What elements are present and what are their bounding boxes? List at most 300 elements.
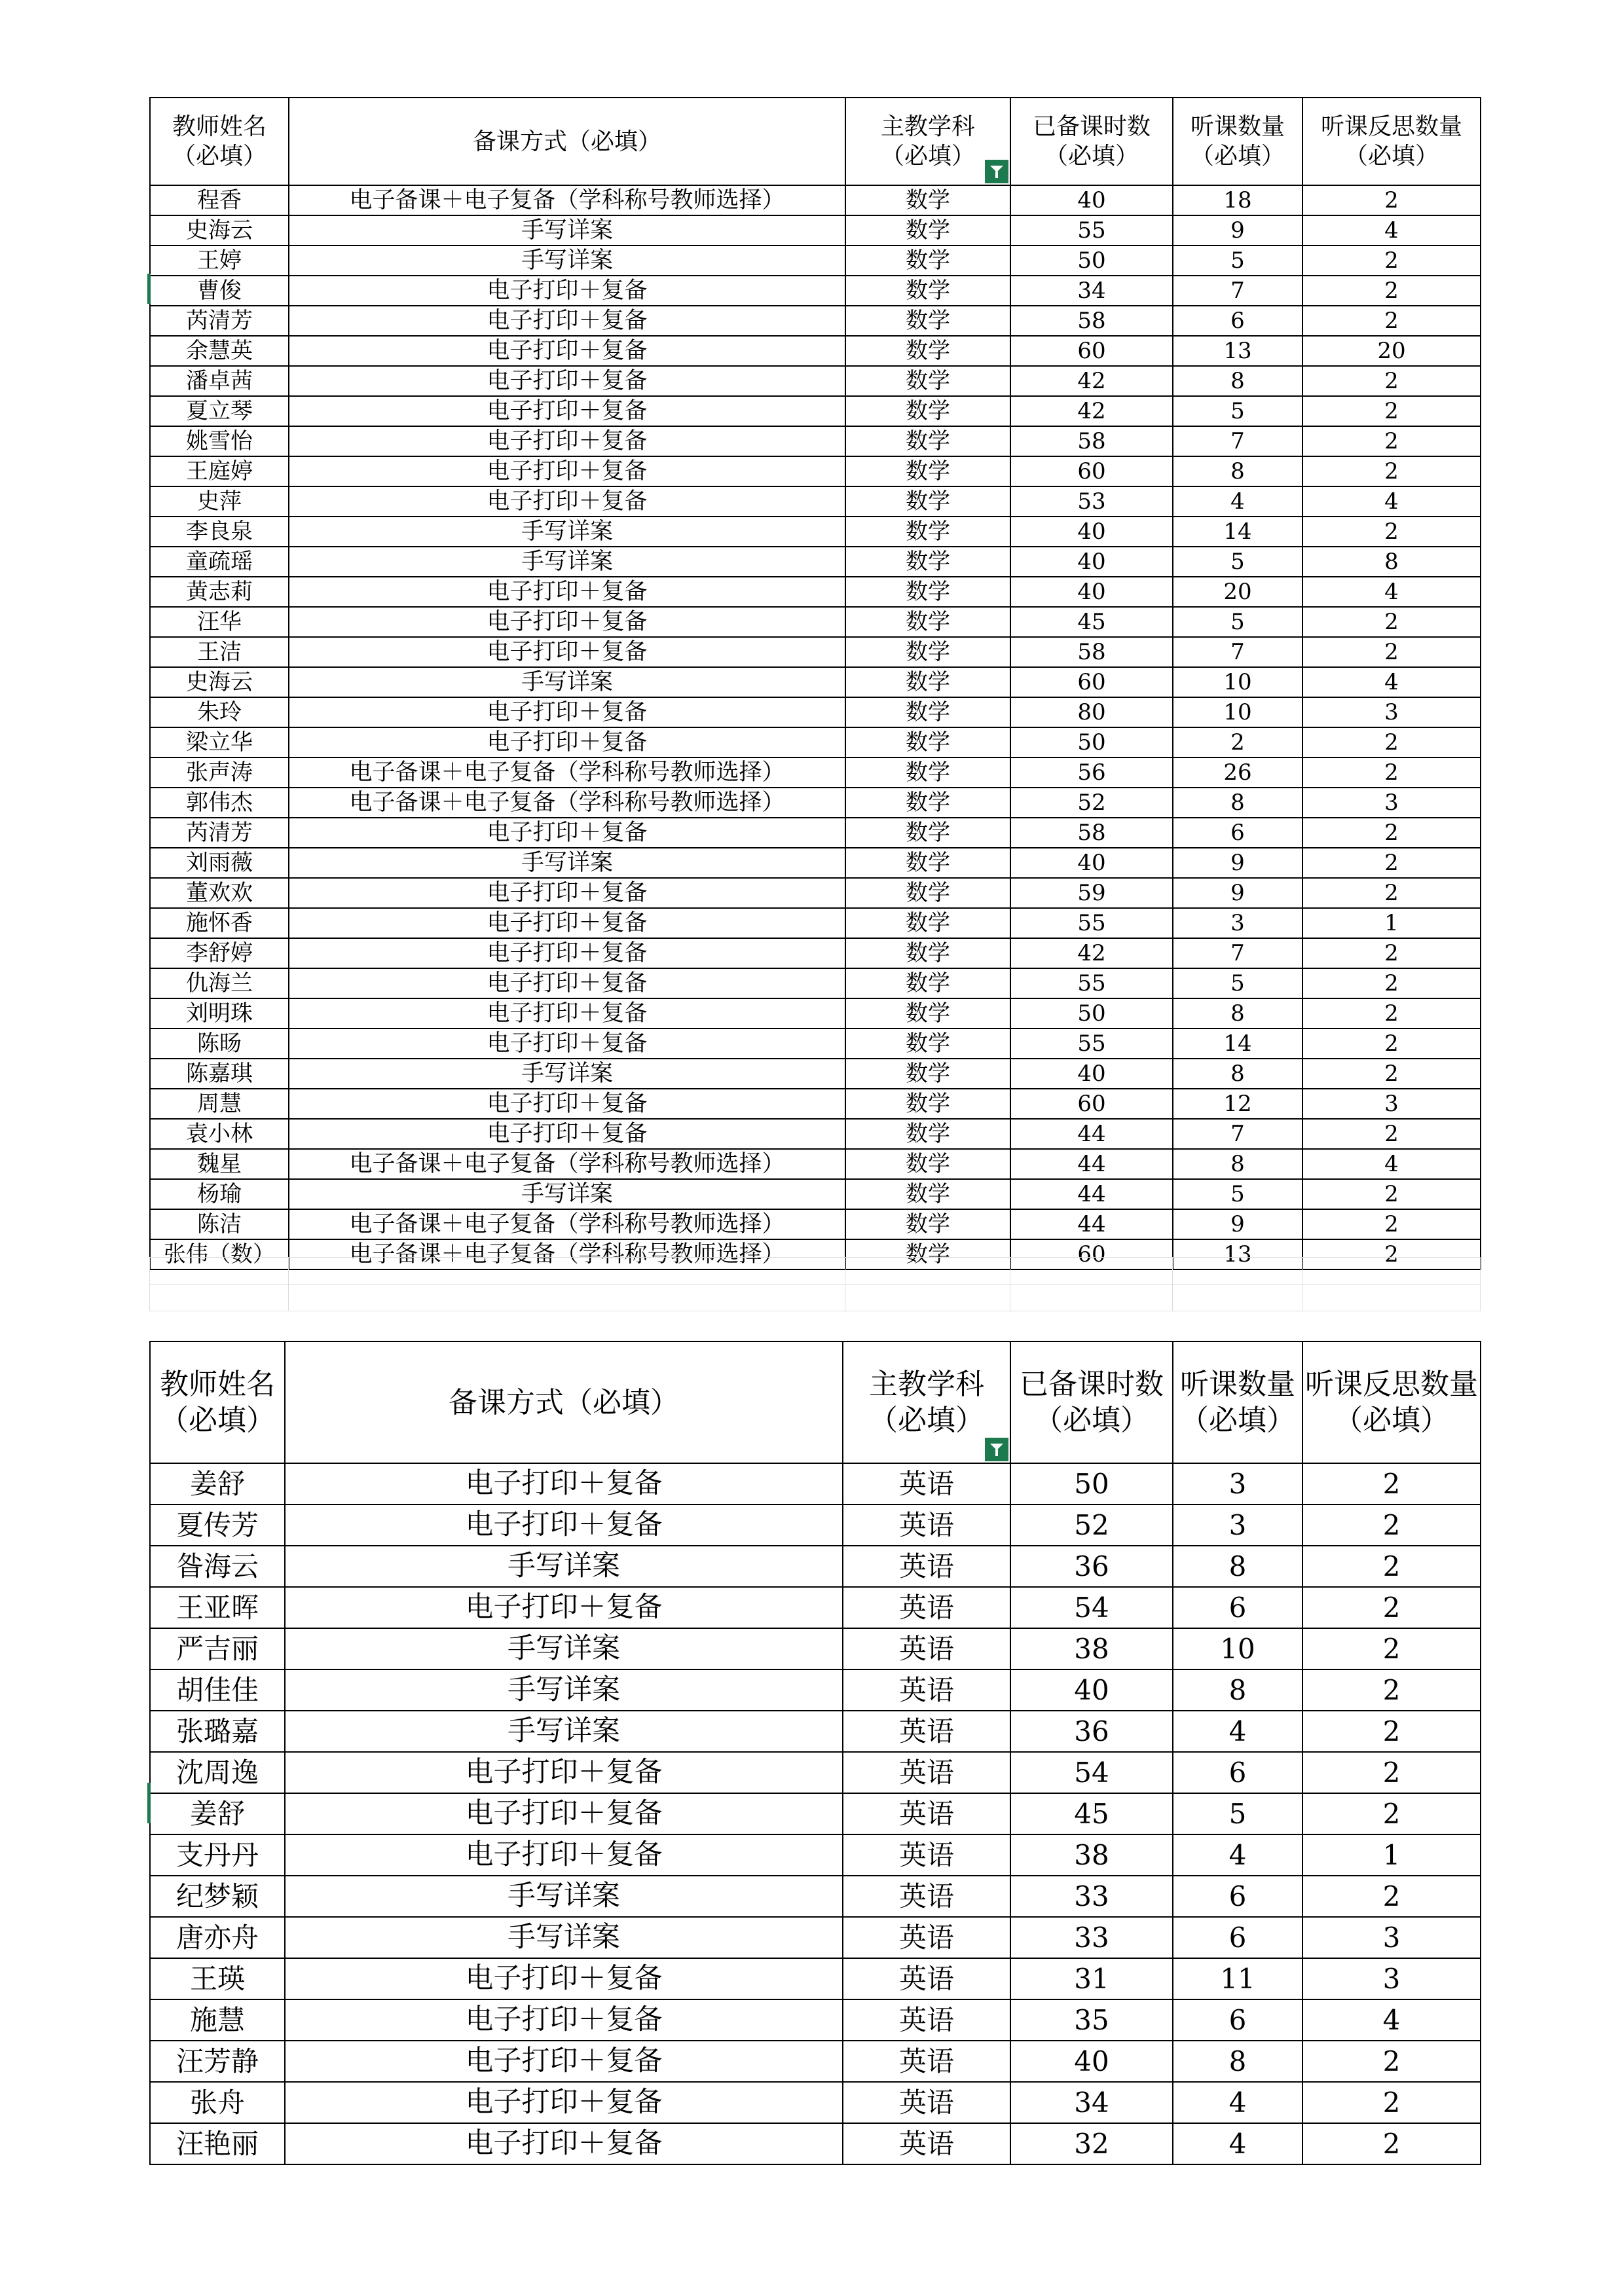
prep-method-cell[interactable]: 电子打印＋复备 xyxy=(289,306,845,336)
prep-method-cell[interactable]: 电子备课＋电子复备（学科称号教师选择） xyxy=(289,1209,845,1239)
prep-method-cell[interactable]: 手写详案 xyxy=(285,1917,843,1958)
reflection-count-cell[interactable]: 2 xyxy=(1302,1059,1481,1089)
subject-cell[interactable]: 数学 xyxy=(845,486,1010,517)
teacher-name-cell[interactable]: 芮清芳 xyxy=(150,306,289,336)
teacher-name-cell[interactable]: 程香 xyxy=(150,185,289,215)
teacher-name-cell[interactable]: 姜舒 xyxy=(150,1463,285,1504)
prepared-hours-cell[interactable]: 44 xyxy=(1010,1179,1173,1209)
subject-cell[interactable]: 数学 xyxy=(845,276,1010,306)
subject-cell[interactable]: 数学 xyxy=(845,938,1010,968)
subject-cell[interactable]: 数学 xyxy=(845,637,1010,667)
prepared-hours-cell[interactable]: 34 xyxy=(1010,2082,1173,2123)
prepared-hours-cell[interactable]: 50 xyxy=(1010,246,1173,276)
subject-cell[interactable]: 数学 xyxy=(845,185,1010,215)
prep-method-cell[interactable]: 电子备课＋电子复备（学科称号教师选择） xyxy=(289,1239,845,1269)
reflection-count-cell[interactable]: 2 xyxy=(1302,1793,1481,1834)
reflection-count-cell[interactable]: 2 xyxy=(1302,998,1481,1029)
subject-cell[interactable]: 数学 xyxy=(845,697,1010,727)
reflection-count-cell[interactable]: 4 xyxy=(1302,486,1481,517)
header-teacher-name[interactable]: 教师姓名 （必填） xyxy=(150,98,289,185)
prepared-hours-cell[interactable]: 54 xyxy=(1010,1587,1173,1628)
prepared-hours-cell[interactable]: 38 xyxy=(1010,1628,1173,1669)
observation-count-cell[interactable]: 8 xyxy=(1173,788,1302,818)
prepared-hours-cell[interactable]: 52 xyxy=(1010,1504,1173,1546)
reflection-count-cell[interactable]: 2 xyxy=(1302,1029,1481,1059)
reflection-count-cell[interactable]: 2 xyxy=(1302,1752,1481,1793)
prep-method-cell[interactable]: 电子打印＋复备 xyxy=(289,938,845,968)
subject-cell[interactable]: 数学 xyxy=(845,547,1010,577)
observation-count-cell[interactable]: 3 xyxy=(1173,1504,1302,1546)
teacher-name-cell[interactable]: 史萍 xyxy=(150,486,289,517)
observation-count-cell[interactable]: 5 xyxy=(1173,968,1302,998)
observation-count-cell[interactable]: 8 xyxy=(1173,1546,1302,1587)
prepared-hours-cell[interactable]: 60 xyxy=(1010,667,1173,697)
reflection-count-cell[interactable]: 2 xyxy=(1302,1179,1481,1209)
observation-count-cell[interactable]: 3 xyxy=(1173,1463,1302,1504)
reflection-count-cell[interactable]: 2 xyxy=(1302,968,1481,998)
teacher-name-cell[interactable]: 芮清芳 xyxy=(150,818,289,848)
subject-cell[interactable]: 英语 xyxy=(843,1999,1010,2041)
teacher-name-cell[interactable]: 汪艳丽 xyxy=(150,2123,285,2164)
prepared-hours-cell[interactable]: 53 xyxy=(1010,486,1173,517)
observation-count-cell[interactable]: 5 xyxy=(1173,396,1302,426)
observation-count-cell[interactable]: 9 xyxy=(1173,215,1302,246)
reflection-count-cell[interactable]: 2 xyxy=(1302,848,1481,878)
observation-count-cell[interactable]: 14 xyxy=(1173,517,1302,547)
prepared-hours-cell[interactable]: 58 xyxy=(1010,426,1173,456)
prep-method-cell[interactable]: 电子打印＋复备 xyxy=(289,486,845,517)
prepared-hours-cell[interactable]: 34 xyxy=(1010,276,1173,306)
prepared-hours-cell[interactable]: 58 xyxy=(1010,637,1173,667)
teacher-name-cell[interactable]: 张声涛 xyxy=(150,757,289,788)
prep-method-cell[interactable]: 电子打印＋复备 xyxy=(285,1958,843,1999)
observation-count-cell[interactable]: 4 xyxy=(1173,486,1302,517)
prepared-hours-cell[interactable]: 55 xyxy=(1010,215,1173,246)
subject-cell[interactable]: 数学 xyxy=(845,246,1010,276)
subject-cell[interactable]: 数学 xyxy=(845,908,1010,938)
subject-cell[interactable]: 英语 xyxy=(843,1587,1010,1628)
teacher-name-cell[interactable]: 夏立琴 xyxy=(150,396,289,426)
prepared-hours-cell[interactable]: 35 xyxy=(1010,1999,1173,2041)
reflection-count-cell[interactable]: 8 xyxy=(1302,547,1481,577)
prep-method-cell[interactable]: 电子打印＋复备 xyxy=(285,1793,843,1834)
prepared-hours-cell[interactable]: 44 xyxy=(1010,1149,1173,1179)
reflection-count-cell[interactable]: 4 xyxy=(1302,1149,1481,1179)
observation-count-cell[interactable]: 10 xyxy=(1173,667,1302,697)
subject-cell[interactable]: 数学 xyxy=(845,456,1010,486)
prep-method-cell[interactable]: 电子打印＋复备 xyxy=(289,968,845,998)
prepared-hours-cell[interactable]: 45 xyxy=(1010,1793,1173,1834)
prep-method-cell[interactable]: 电子打印＋复备 xyxy=(289,577,845,607)
prep-method-cell[interactable]: 电子打印＋复备 xyxy=(289,818,845,848)
prepared-hours-cell[interactable]: 52 xyxy=(1010,788,1173,818)
prepared-hours-cell[interactable]: 42 xyxy=(1010,366,1173,396)
subject-cell[interactable]: 英语 xyxy=(843,1958,1010,1999)
subject-cell[interactable]: 数学 xyxy=(845,788,1010,818)
prep-method-cell[interactable]: 电子打印＋复备 xyxy=(289,878,845,908)
teacher-name-cell[interactable]: 汪芳静 xyxy=(150,2041,285,2082)
observation-count-cell[interactable]: 5 xyxy=(1173,1179,1302,1209)
reflection-count-cell[interactable]: 1 xyxy=(1302,1834,1481,1876)
subject-cell[interactable]: 数学 xyxy=(845,998,1010,1029)
subject-cell[interactable]: 英语 xyxy=(843,1711,1010,1752)
teacher-name-cell[interactable]: 余慧英 xyxy=(150,336,289,366)
observation-count-cell[interactable]: 8 xyxy=(1173,1059,1302,1089)
teacher-name-cell[interactable]: 王洁 xyxy=(150,637,289,667)
teacher-name-cell[interactable]: 李舒婷 xyxy=(150,938,289,968)
reflection-count-cell[interactable]: 2 xyxy=(1302,818,1481,848)
reflection-count-cell[interactable]: 2 xyxy=(1302,938,1481,968)
reflection-count-cell[interactable]: 2 xyxy=(1302,276,1481,306)
reflection-count-cell[interactable]: 2 xyxy=(1302,1209,1481,1239)
reflection-count-cell[interactable]: 2 xyxy=(1302,246,1481,276)
teacher-name-cell[interactable]: 陈洁 xyxy=(150,1209,289,1239)
prep-method-cell[interactable]: 电子打印＋复备 xyxy=(289,607,845,637)
reflection-count-cell[interactable]: 2 xyxy=(1302,396,1481,426)
prepared-hours-cell[interactable]: 42 xyxy=(1010,396,1173,426)
prepared-hours-cell[interactable]: 33 xyxy=(1010,1876,1173,1917)
prep-method-cell[interactable]: 电子打印＋复备 xyxy=(285,1463,843,1504)
observation-count-cell[interactable]: 13 xyxy=(1173,1239,1302,1269)
teacher-name-cell[interactable]: 汪华 xyxy=(150,607,289,637)
subject-cell[interactable]: 英语 xyxy=(843,1752,1010,1793)
prep-method-cell[interactable]: 电子打印＋复备 xyxy=(285,2041,843,2082)
reflection-count-cell[interactable]: 2 xyxy=(1302,878,1481,908)
teacher-name-cell[interactable]: 胡佳佳 xyxy=(150,1669,285,1711)
teacher-name-cell[interactable]: 梁立华 xyxy=(150,727,289,757)
prepared-hours-cell[interactable]: 59 xyxy=(1010,878,1173,908)
reflection-count-cell[interactable]: 1 xyxy=(1302,908,1481,938)
prepared-hours-cell[interactable]: 54 xyxy=(1010,1752,1173,1793)
prepared-hours-cell[interactable]: 42 xyxy=(1010,938,1173,968)
prep-method-cell[interactable]: 电子打印＋复备 xyxy=(289,1029,845,1059)
prepared-hours-cell[interactable]: 33 xyxy=(1010,1917,1173,1958)
teacher-name-cell[interactable]: 周慧 xyxy=(150,1089,289,1119)
reflection-count-cell[interactable]: 3 xyxy=(1302,1958,1481,1999)
prep-method-cell[interactable]: 手写详案 xyxy=(289,215,845,246)
prep-method-cell[interactable]: 电子备课＋电子复备（学科称号教师选择） xyxy=(289,757,845,788)
reflection-count-cell[interactable]: 2 xyxy=(1302,185,1481,215)
prep-method-cell[interactable]: 电子打印＋复备 xyxy=(285,1587,843,1628)
header-prepared-hours[interactable]: 已备课时数 （必填） xyxy=(1010,1341,1173,1463)
teacher-name-cell[interactable]: 仇海兰 xyxy=(150,968,289,998)
prep-method-cell[interactable]: 手写详案 xyxy=(289,517,845,547)
teacher-name-cell[interactable]: 严吉丽 xyxy=(150,1628,285,1669)
teacher-name-cell[interactable]: 刘明珠 xyxy=(150,998,289,1029)
prep-method-cell[interactable]: 电子备课＋电子复备（学科称号教师选择） xyxy=(289,1149,845,1179)
prep-method-cell[interactable]: 手写详案 xyxy=(289,547,845,577)
reflection-count-cell[interactable]: 2 xyxy=(1302,366,1481,396)
teacher-name-cell[interactable]: 郭伟杰 xyxy=(150,788,289,818)
reflection-count-cell[interactable]: 2 xyxy=(1302,1463,1481,1504)
prepared-hours-cell[interactable]: 36 xyxy=(1010,1711,1173,1752)
observation-count-cell[interactable]: 7 xyxy=(1173,637,1302,667)
observation-count-cell[interactable]: 5 xyxy=(1173,1793,1302,1834)
prepared-hours-cell[interactable]: 58 xyxy=(1010,306,1173,336)
reflection-count-cell[interactable]: 2 xyxy=(1302,2082,1481,2123)
subject-cell[interactable]: 英语 xyxy=(843,1504,1010,1546)
prepared-hours-cell[interactable]: 32 xyxy=(1010,2123,1173,2164)
prep-method-cell[interactable]: 电子打印＋复备 xyxy=(289,1119,845,1149)
observation-count-cell[interactable]: 6 xyxy=(1173,1587,1302,1628)
teacher-name-cell[interactable]: 潘卓茜 xyxy=(150,366,289,396)
prepared-hours-cell[interactable]: 40 xyxy=(1010,547,1173,577)
prepared-hours-cell[interactable]: 60 xyxy=(1010,1239,1173,1269)
subject-cell[interactable]: 数学 xyxy=(845,517,1010,547)
prepared-hours-cell[interactable]: 50 xyxy=(1010,1463,1173,1504)
subject-cell[interactable]: 数学 xyxy=(845,1149,1010,1179)
teacher-name-cell[interactable]: 唐亦舟 xyxy=(150,1917,285,1958)
observation-count-cell[interactable]: 8 xyxy=(1173,2041,1302,2082)
teacher-name-cell[interactable]: 杨瑜 xyxy=(150,1179,289,1209)
reflection-count-cell[interactable]: 2 xyxy=(1302,1119,1481,1149)
subject-cell[interactable]: 英语 xyxy=(843,1834,1010,1876)
observation-count-cell[interactable]: 14 xyxy=(1173,1029,1302,1059)
reflection-count-cell[interactable]: 4 xyxy=(1302,667,1481,697)
reflection-count-cell[interactable]: 2 xyxy=(1302,456,1481,486)
teacher-name-cell[interactable]: 张璐嘉 xyxy=(150,1711,285,1752)
subject-cell[interactable]: 数学 xyxy=(845,1239,1010,1269)
header-teacher-name[interactable]: 教师姓名 （必填） xyxy=(150,1341,285,1463)
observation-count-cell[interactable]: 4 xyxy=(1173,1711,1302,1752)
teacher-name-cell[interactable]: 李良泉 xyxy=(150,517,289,547)
observation-count-cell[interactable]: 6 xyxy=(1173,1752,1302,1793)
prep-method-cell[interactable]: 电子打印＋复备 xyxy=(285,1999,843,2041)
observation-count-cell[interactable]: 5 xyxy=(1173,547,1302,577)
observation-count-cell[interactable]: 2 xyxy=(1173,727,1302,757)
observation-count-cell[interactable]: 7 xyxy=(1173,276,1302,306)
teacher-name-cell[interactable]: 朱玲 xyxy=(150,697,289,727)
teacher-name-cell[interactable]: 姚雪怡 xyxy=(150,426,289,456)
subject-cell[interactable]: 英语 xyxy=(843,1876,1010,1917)
teacher-name-cell[interactable]: 史海云 xyxy=(150,667,289,697)
reflection-count-cell[interactable]: 2 xyxy=(1302,1628,1481,1669)
teacher-name-cell[interactable]: 支丹丹 xyxy=(150,1834,285,1876)
subject-cell[interactable]: 数学 xyxy=(845,1119,1010,1149)
prepared-hours-cell[interactable]: 44 xyxy=(1010,1119,1173,1149)
observation-count-cell[interactable]: 7 xyxy=(1173,426,1302,456)
prep-method-cell[interactable]: 电子打印＋复备 xyxy=(285,2082,843,2123)
subject-cell[interactable]: 英语 xyxy=(843,1793,1010,1834)
reflection-count-cell[interactable]: 2 xyxy=(1302,2123,1481,2164)
subject-cell[interactable]: 数学 xyxy=(845,577,1010,607)
observation-count-cell[interactable]: 12 xyxy=(1173,1089,1302,1119)
header-prepared-hours[interactable]: 已备课时数 （必填） xyxy=(1010,98,1173,185)
filter-icon[interactable] xyxy=(985,160,1008,183)
prep-method-cell[interactable]: 手写详案 xyxy=(285,1876,843,1917)
prep-method-cell[interactable]: 电子打印＋复备 xyxy=(285,2123,843,2164)
prep-method-cell[interactable]: 手写详案 xyxy=(289,1179,845,1209)
prepared-hours-cell[interactable]: 80 xyxy=(1010,697,1173,727)
prep-method-cell[interactable]: 电子打印＋复备 xyxy=(289,998,845,1029)
teacher-name-cell[interactable]: 袁小林 xyxy=(150,1119,289,1149)
prep-method-cell[interactable]: 电子打印＋复备 xyxy=(289,1089,845,1119)
teacher-name-cell[interactable]: 童疏瑶 xyxy=(150,547,289,577)
prep-method-cell[interactable]: 手写详案 xyxy=(285,1711,843,1752)
reflection-count-cell[interactable]: 2 xyxy=(1302,607,1481,637)
subject-cell[interactable]: 数学 xyxy=(845,366,1010,396)
subject-cell[interactable]: 英语 xyxy=(843,1463,1010,1504)
subject-cell[interactable]: 英语 xyxy=(843,1917,1010,1958)
reflection-count-cell[interactable]: 2 xyxy=(1302,1669,1481,1711)
observation-count-cell[interactable]: 3 xyxy=(1173,908,1302,938)
prep-method-cell[interactable]: 手写详案 xyxy=(285,1628,843,1669)
reflection-count-cell[interactable]: 4 xyxy=(1302,215,1481,246)
teacher-name-cell[interactable]: 姜舒 xyxy=(150,1793,285,1834)
subject-cell[interactable]: 数学 xyxy=(845,667,1010,697)
prep-method-cell[interactable]: 手写详案 xyxy=(289,1059,845,1089)
teacher-name-cell[interactable]: 陈旸 xyxy=(150,1029,289,1059)
prep-method-cell[interactable]: 手写详案 xyxy=(289,667,845,697)
prepared-hours-cell[interactable]: 40 xyxy=(1010,185,1173,215)
subject-cell[interactable]: 数学 xyxy=(845,1029,1010,1059)
prepared-hours-cell[interactable]: 60 xyxy=(1010,336,1173,366)
teacher-name-cell[interactable]: 张伟（数） xyxy=(150,1239,289,1269)
reflection-count-cell[interactable]: 2 xyxy=(1302,1239,1481,1269)
subject-cell[interactable]: 数学 xyxy=(845,757,1010,788)
observation-count-cell[interactable]: 18 xyxy=(1173,185,1302,215)
subject-cell[interactable]: 英语 xyxy=(843,1669,1010,1711)
prep-method-cell[interactable]: 电子打印＋复备 xyxy=(285,1504,843,1546)
prepared-hours-cell[interactable]: 60 xyxy=(1010,456,1173,486)
prepared-hours-cell[interactable]: 40 xyxy=(1010,577,1173,607)
observation-count-cell[interactable]: 6 xyxy=(1173,1876,1302,1917)
teacher-name-cell[interactable]: 黄志莉 xyxy=(150,577,289,607)
teacher-name-cell[interactable]: 沈周逸 xyxy=(150,1752,285,1793)
observation-count-cell[interactable]: 8 xyxy=(1173,1669,1302,1711)
header-prep-method[interactable]: 备课方式（必填） xyxy=(285,1341,843,1463)
prep-method-cell[interactable]: 电子打印＋复备 xyxy=(285,1834,843,1876)
prepared-hours-cell[interactable]: 55 xyxy=(1010,908,1173,938)
teacher-name-cell[interactable]: 昝海云 xyxy=(150,1546,285,1587)
filter-icon[interactable] xyxy=(985,1438,1008,1461)
observation-count-cell[interactable]: 10 xyxy=(1173,1628,1302,1669)
prepared-hours-cell[interactable]: 58 xyxy=(1010,818,1173,848)
prep-method-cell[interactable]: 手写详案 xyxy=(289,848,845,878)
prep-method-cell[interactable]: 手写详案 xyxy=(285,1546,843,1587)
prepared-hours-cell[interactable]: 55 xyxy=(1010,1029,1173,1059)
teacher-name-cell[interactable]: 王婷 xyxy=(150,246,289,276)
observation-count-cell[interactable]: 5 xyxy=(1173,246,1302,276)
subject-cell[interactable]: 数学 xyxy=(845,818,1010,848)
prepared-hours-cell[interactable]: 40 xyxy=(1010,2041,1173,2082)
prep-method-cell[interactable]: 电子打印＋复备 xyxy=(289,697,845,727)
header-main-subject[interactable]: 主教学科 （必填） xyxy=(845,98,1010,185)
subject-cell[interactable]: 数学 xyxy=(845,1089,1010,1119)
observation-count-cell[interactable]: 4 xyxy=(1173,2082,1302,2123)
observation-count-cell[interactable]: 6 xyxy=(1173,1917,1302,1958)
prepared-hours-cell[interactable]: 36 xyxy=(1010,1546,1173,1587)
header-reflection-count[interactable]: 听课反思数量 （必填） xyxy=(1302,1341,1481,1463)
reflection-count-cell[interactable]: 2 xyxy=(1302,517,1481,547)
prep-method-cell[interactable]: 电子打印＋复备 xyxy=(289,637,845,667)
prep-method-cell[interactable]: 电子打印＋复备 xyxy=(289,336,845,366)
subject-cell[interactable]: 英语 xyxy=(843,1546,1010,1587)
subject-cell[interactable]: 数学 xyxy=(845,1209,1010,1239)
reflection-count-cell[interactable]: 2 xyxy=(1302,1711,1481,1752)
observation-count-cell[interactable]: 7 xyxy=(1173,1119,1302,1149)
subject-cell[interactable]: 数学 xyxy=(845,396,1010,426)
header-main-subject[interactable]: 主教学科 （必填） xyxy=(843,1341,1010,1463)
reflection-count-cell[interactable]: 2 xyxy=(1302,727,1481,757)
observation-count-cell[interactable]: 8 xyxy=(1173,366,1302,396)
reflection-count-cell[interactable]: 2 xyxy=(1302,306,1481,336)
subject-cell[interactable]: 数学 xyxy=(845,426,1010,456)
prepared-hours-cell[interactable]: 40 xyxy=(1010,848,1173,878)
observation-count-cell[interactable]: 11 xyxy=(1173,1958,1302,1999)
prepared-hours-cell[interactable]: 40 xyxy=(1010,517,1173,547)
subject-cell[interactable]: 数学 xyxy=(845,215,1010,246)
observation-count-cell[interactable]: 26 xyxy=(1173,757,1302,788)
observation-count-cell[interactable]: 4 xyxy=(1173,1834,1302,1876)
prepared-hours-cell[interactable]: 40 xyxy=(1010,1059,1173,1089)
subject-cell[interactable]: 数学 xyxy=(845,1059,1010,1089)
observation-count-cell[interactable]: 13 xyxy=(1173,336,1302,366)
observation-count-cell[interactable]: 8 xyxy=(1173,456,1302,486)
prepared-hours-cell[interactable]: 44 xyxy=(1010,1209,1173,1239)
teacher-name-cell[interactable]: 夏传芳 xyxy=(150,1504,285,1546)
teacher-name-cell[interactable]: 纪梦颖 xyxy=(150,1876,285,1917)
header-observation-count[interactable]: 听课数量 （必填） xyxy=(1173,1341,1302,1463)
reflection-count-cell[interactable]: 2 xyxy=(1302,1876,1481,1917)
reflection-count-cell[interactable]: 2 xyxy=(1302,1587,1481,1628)
reflection-count-cell[interactable]: 3 xyxy=(1302,1917,1481,1958)
observation-count-cell[interactable]: 9 xyxy=(1173,848,1302,878)
observation-count-cell[interactable]: 10 xyxy=(1173,697,1302,727)
subject-cell[interactable]: 英语 xyxy=(843,2123,1010,2164)
observation-count-cell[interactable]: 6 xyxy=(1173,818,1302,848)
prepared-hours-cell[interactable]: 50 xyxy=(1010,727,1173,757)
subject-cell[interactable]: 数学 xyxy=(845,727,1010,757)
prep-method-cell[interactable]: 电子备课＋电子复备（学科称号教师选择） xyxy=(289,788,845,818)
reflection-count-cell[interactable]: 4 xyxy=(1302,1999,1481,2041)
teacher-name-cell[interactable]: 张舟 xyxy=(150,2082,285,2123)
observation-count-cell[interactable]: 9 xyxy=(1173,1209,1302,1239)
reflection-count-cell[interactable]: 4 xyxy=(1302,577,1481,607)
teacher-name-cell[interactable]: 王庭婷 xyxy=(150,456,289,486)
prep-method-cell[interactable]: 电子打印＋复备 xyxy=(289,456,845,486)
prepared-hours-cell[interactable]: 38 xyxy=(1010,1834,1173,1876)
prepared-hours-cell[interactable]: 40 xyxy=(1010,1669,1173,1711)
subject-cell[interactable]: 数学 xyxy=(845,968,1010,998)
observation-count-cell[interactable]: 20 xyxy=(1173,577,1302,607)
prep-method-cell[interactable]: 电子打印＋复备 xyxy=(289,366,845,396)
header-prep-method[interactable]: 备课方式（必填） xyxy=(289,98,845,185)
reflection-count-cell[interactable]: 3 xyxy=(1302,788,1481,818)
observation-count-cell[interactable]: 6 xyxy=(1173,306,1302,336)
teacher-name-cell[interactable]: 董欢欢 xyxy=(150,878,289,908)
prep-method-cell[interactable]: 手写详案 xyxy=(289,246,845,276)
subject-cell[interactable]: 数学 xyxy=(845,878,1010,908)
reflection-count-cell[interactable]: 2 xyxy=(1302,2041,1481,2082)
subject-cell[interactable]: 数学 xyxy=(845,848,1010,878)
subject-cell[interactable]: 数学 xyxy=(845,306,1010,336)
reflection-count-cell[interactable]: 2 xyxy=(1302,1504,1481,1546)
teacher-name-cell[interactable]: 曹俊 xyxy=(150,276,289,306)
prepared-hours-cell[interactable]: 60 xyxy=(1010,1089,1173,1119)
header-observation-count[interactable]: 听课数量 （必填） xyxy=(1173,98,1302,185)
teacher-name-cell[interactable]: 王亚晖 xyxy=(150,1587,285,1628)
subject-cell[interactable]: 数学 xyxy=(845,607,1010,637)
observation-count-cell[interactable]: 4 xyxy=(1173,2123,1302,2164)
observation-count-cell[interactable]: 9 xyxy=(1173,878,1302,908)
teacher-name-cell[interactable]: 施慧 xyxy=(150,1999,285,2041)
reflection-count-cell[interactable]: 20 xyxy=(1302,336,1481,366)
header-reflection-count[interactable]: 听课反思数量 （必填） xyxy=(1302,98,1481,185)
teacher-name-cell[interactable]: 史海云 xyxy=(150,215,289,246)
prep-method-cell[interactable]: 电子打印＋复备 xyxy=(289,396,845,426)
prepared-hours-cell[interactable]: 31 xyxy=(1010,1958,1173,1999)
